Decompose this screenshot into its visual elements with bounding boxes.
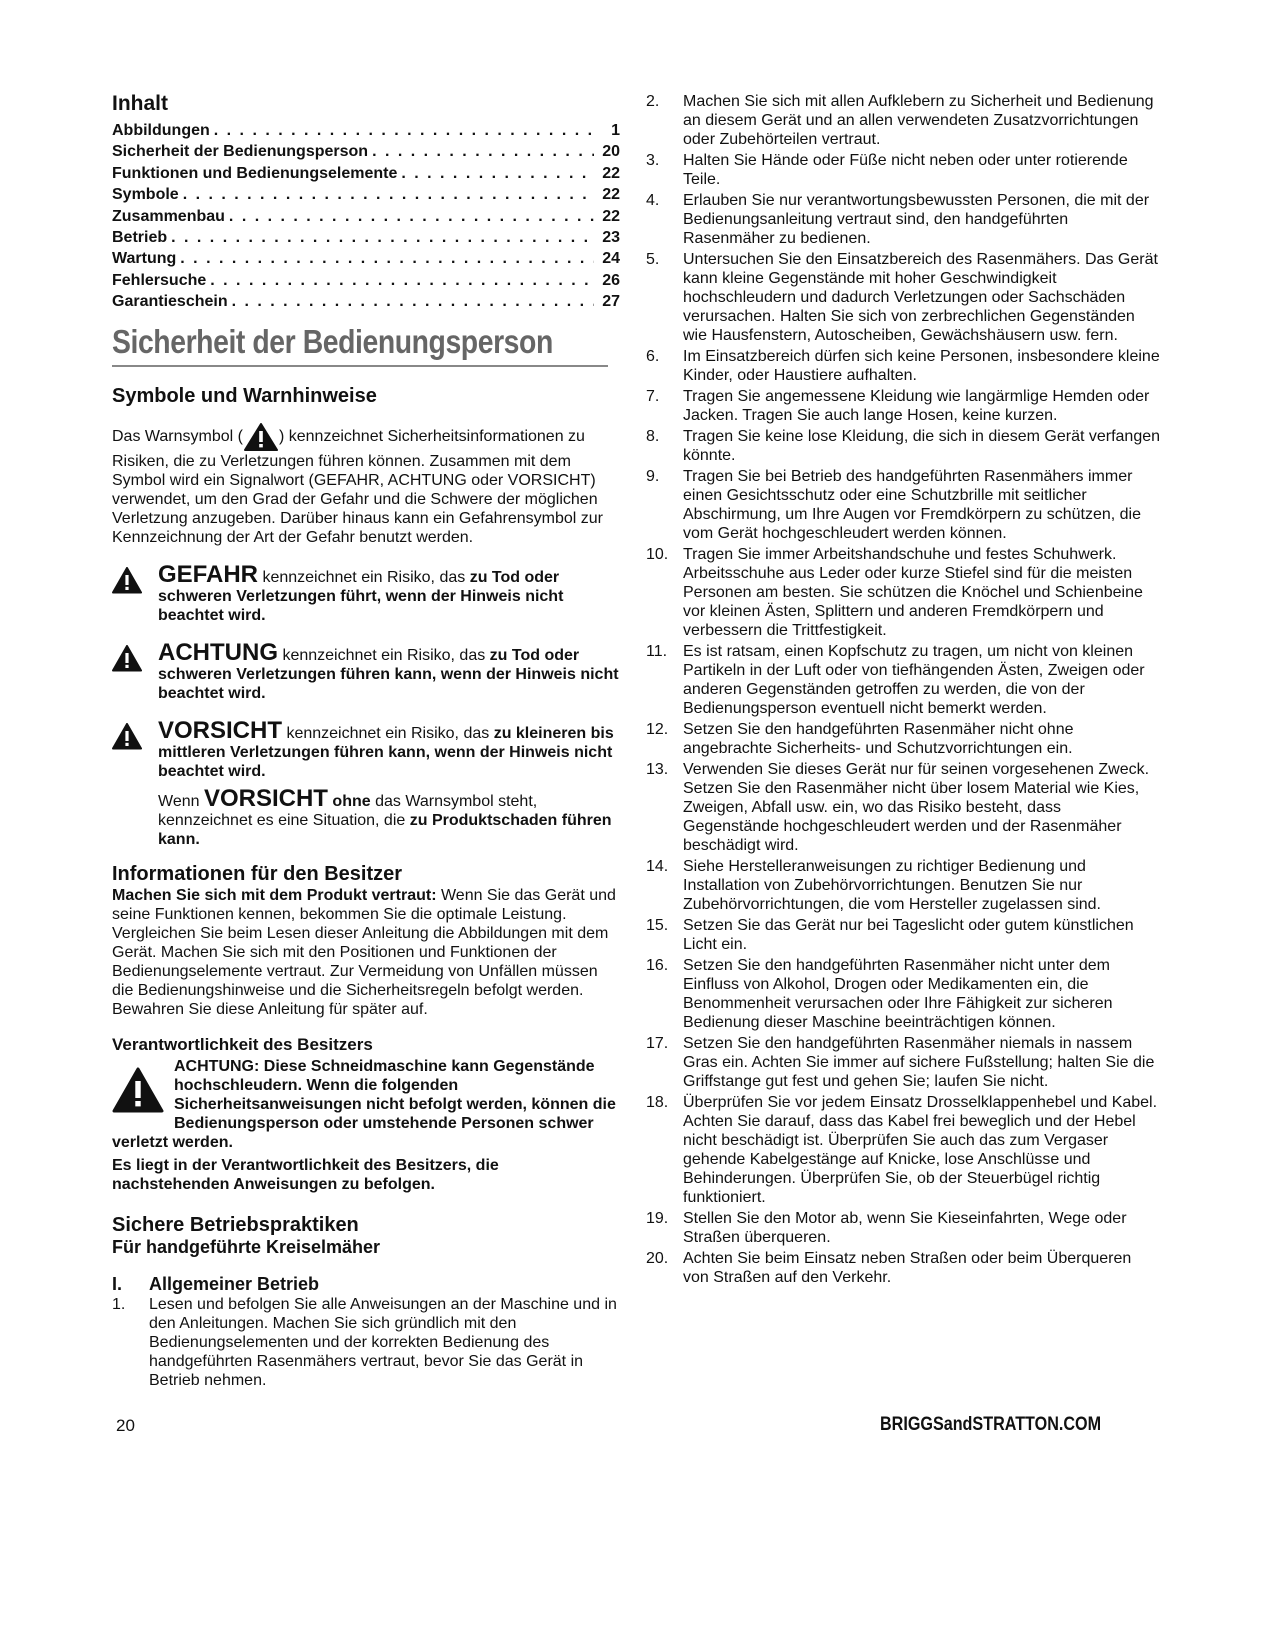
list-item-text: Tragen Sie angemessene Kleidung wie langärmlige Hemden oder Jacken. Tragen Sie auch lange Hosen, keine kurzen.: [683, 388, 1150, 424]
list-item: [646, 916, 1160, 954]
list-item-number: 4.: [646, 192, 660, 209]
list-item: [646, 347, 1160, 385]
list-item-text: Tragen Sie immer Arbeitshandschuhe und festes Schuhwerk. Arbeitsschuhe aus Leder oder kurze Stiefel sind für die meisten Personen am besten. Sie schützen die Knöchel und Schienbeine vor kleinen Ästen, Splittern und anderen Fremdkörpern und verbessern die Trittfestigkeit.: [683, 546, 1143, 639]
list-item-number: 7.: [646, 388, 660, 405]
list-item: [646, 1249, 1160, 1287]
section-divider: [112, 365, 608, 367]
list-item: [112, 1295, 620, 1390]
list-item-number: 18.: [646, 1094, 669, 1111]
list-item-text: Erlauben Sie nur verantwortungsbewussten Personen, die mit der Bedienungsanleitung vertraut sind, den handgeführten Rasenmäher zu bedienen.: [683, 192, 1150, 247]
owner-resp-heading: Verantwortlichkeit des Besitzers: [112, 1034, 373, 1054]
owner-resp-warning: ACHTUNG: Diese Schneidmaschine kann Gegenstände hochschleudern. Wenn die folgenden Sicherheitsanweisungen nicht befolgt werden, können die Bedienungsperson oder umstehende Personen schwer verletzt werden.: [112, 1057, 616, 1151]
list-item-text: Setzen Sie den handgeführten Rasenmäher nicht unter dem Einfluss von Alkohol, Drogen oder Medikamenten ein, die Benommenheit verursachen oder Ihre Fähigkeit zur sicheren Bedienung dieser Maschine beeinträchtigen können.: [683, 957, 1113, 1031]
list-item-text: Es ist ratsam, einen Kopfschutz zu tragen, um nicht von kleinen Partikeln in der Luft oder von tiefhängenden Ästen, Zweigen oder anderen Gegenständen getroffen zu werden, die von der Bedienungsperson eventuell nicht bemerkt werden.: [683, 643, 1145, 717]
signal-vorsicht: VORSICHT kennzeichnet ein Risiko, das zu kleineren bis mittleren Verletzungen führen kann, wenn der Hinweis nicht beachtet wird. Wenn VORSICHT ohne das Warnsymbol steht, kennzeichnet es eine Situation, die zu Produktschaden führen kann.: [112, 721, 620, 849]
warning-triangle-icon: [112, 645, 142, 672]
list-item-number: 2.: [646, 93, 660, 110]
left-column: [112, 92, 620, 1392]
list-item-text: Untersuchen Sie den Einsatzbereich des Rasenmähers. Das Gerät kann kleine Gegenstände mit hoher Geschwindigkeit hochschleudern und dadurch Verletzungen oder Sachschäden verursachen. Halten Sie sich von zerbrechlichen Gegenständen wie Hausfenstern, Autoscheiben, Gewächshäusern usw. fern.: [683, 251, 1158, 344]
list-item-number: 17.: [646, 1035, 669, 1052]
list-item-text: Siehe Herstelleranweisungen zu richtiger Bedienung und Installation von Zubehörvorrichtungen. Benutzen Sie nur Zubehörvorrichtungen, die vom Hersteller zugelassen sind.: [683, 858, 1101, 913]
list-item-number: 12.: [646, 721, 669, 738]
warning-triangle-icon: [112, 567, 142, 594]
toc-title: Inhalt: [112, 92, 168, 115]
symbols-heading: Symbole und Warnhinweise: [112, 384, 377, 407]
list-item-text: Machen Sie sich mit allen Aufklebern zu Sicherheit und Bedienung an diesem Gerät und an allen verwendeten Zusatzvorrichtungen oder Zubehörteilen vertraut.: [683, 93, 1154, 148]
list-item-number: 1.: [112, 1295, 126, 1313]
safety-list-right: [646, 92, 1160, 1287]
list-item-number: 3.: [646, 152, 660, 169]
list-item: [646, 92, 1160, 149]
toc-entry[interactable]: Symbole . . . 22: [112, 184, 620, 205]
table-of-contents: [112, 120, 620, 313]
page-number: 20: [116, 1416, 135, 1435]
safety-list-left: [112, 1295, 620, 1390]
list-item-text: Halten Sie Hände oder Füße nicht neben oder unter rotierende Teile.: [683, 152, 1128, 188]
list-item-text: Stellen Sie den Motor ab, wenn Sie Kieseinfahrten, Wege oder Straßen überqueren.: [683, 1210, 1127, 1246]
list-item: [646, 250, 1160, 345]
toc-entry[interactable]: Garantieschein . . . 27: [112, 291, 620, 312]
owner-info-text: Machen Sie sich mit dem Produkt vertraut: Wenn Sie das Gerät und seine Funktionen kennen, bekommen Sie die optimale Leistung. Vergleichen Sie beim Lesen dieser Anleitung die Abbildungen mit dem Gerät. Machen Sie sich mit den Positionen und Funktionen der Bedienungselemente vertraut. Zur Vermeidung von Unfällen müssen die Bedienungshinweise und die Sicherheitsregeln befolgt werden. Bewahren Sie diese Anleitung für später auf.: [112, 886, 616, 1018]
signal-gefahr: GEFAHR kennzeichnet ein Risiko, das zu Tod oder schweren Verletzungen führt, wenn der Hinweis nicht beachtet wird.: [112, 565, 620, 625]
list-item-number: 8.: [646, 428, 660, 445]
list-item: [646, 467, 1160, 543]
toc-entry[interactable]: Funktionen und Bedienungselemente . . . 22: [112, 163, 620, 184]
list-item-number: 10.: [646, 546, 669, 563]
list-item: [646, 1034, 1160, 1091]
list-item-number: 19.: [646, 1210, 669, 1227]
warning-triangle-icon: [112, 723, 142, 750]
list-item-number: 6.: [646, 348, 660, 365]
list-item: [646, 1209, 1160, 1247]
list-item-number: 9.: [646, 468, 660, 485]
list-item: [646, 720, 1160, 758]
list-item-text: Im Einsatzbereich dürfen sich keine Personen, insbesondere kleine Kinder, oder Haustiere aufhalten.: [683, 348, 1160, 384]
list-item: [646, 387, 1160, 425]
owner-resp-statement: Es liegt in der Verantwortlichkeit des Besitzers, die nachstehenden Anweisungen zu befolgen.: [112, 1156, 499, 1193]
list-item-text: Tragen Sie bei Betrieb des handgeführten Rasenmähers immer einen Gesichtsschutz oder eine Schutzbrille mit seitlicher Abschirmung, um Ihre Augen vor Fremdkörpern zu schützen, die vom Gerät hochgeschleudert werden können.: [683, 468, 1141, 542]
list-item-number: 11.: [646, 643, 668, 660]
list-item-text: Setzen Sie das Gerät nur bei Tageslicht oder gutem künstlichen Licht ein.: [683, 917, 1134, 953]
list-item-number: 5.: [646, 251, 660, 268]
toc-entry[interactable]: Zusammenbau . . . 22: [112, 206, 620, 227]
list-item-text: Verwenden Sie dieses Gerät nur für seinen vorgesehenen Zweck. Setzen Sie den Rasenmäher nicht über losem Material wie Kies, Zweigen, Abfall usw. ein, wo das Risiko besteht, dass Gegenstände hochgeschleudert werden und der Rasenmäher beschädigt wird.: [683, 761, 1150, 854]
list-item: [646, 760, 1160, 855]
list-item: [646, 427, 1160, 465]
signal-achtung: ACHTUNG kennzeichnet ein Risiko, das zu Tod oder schweren Verletzungen führen kann, wenn der Hinweis nicht beachtet wird.: [112, 643, 620, 703]
toc-entry[interactable]: Sicherheit der Bedienungsperson . . . 20: [112, 141, 620, 162]
list-item-text: Setzen Sie den handgeführten Rasenmäher niemals in nassem Gras ein. Achten Sie immer auf sichere Fußstellung; halten Sie die Griffstange gut fest und gehen Sie; laufen Sie nicht.: [683, 1035, 1155, 1090]
list-item: [646, 642, 1160, 718]
warning-triangle-icon: [243, 422, 279, 452]
list-item: [646, 1093, 1160, 1207]
toc-entry[interactable]: Abbildungen . . . 1: [112, 120, 620, 141]
section-title: Sicherheit der Bedienungsperson: [112, 322, 553, 360]
list-item: [646, 545, 1160, 640]
list-item-number: 20.: [646, 1250, 669, 1267]
toc-entry[interactable]: Fehlersuche . . . 26: [112, 270, 620, 291]
symbols-intro: Das Warnsymbol ( ) kennzeichnet Sicherheitsinformationen zu Risiken, die zu Verletzungen führen können. Zusammen mit dem Symbol wird ein Signalwort (GEFAHR, ACHTUNG oder VORSICHT) verwendet, um den Grad der Gefahr und die Schwere der möglichen Verletzung anzugeben. Darüber hinaus kann ein Gefahrensymbol zur Kennzeichnung der Art der Gefahr benutzt werden.: [112, 422, 620, 547]
list-item-number: 15.: [646, 917, 669, 934]
right-column: [646, 92, 1160, 1289]
list-item: [646, 191, 1160, 248]
list-item-text: Überprüfen Sie vor jedem Einsatz Drosselklappenhebel und Kabel. Achten Sie darauf, dass das Kabel frei beweglich und der Hebel nicht beschädigt ist. Überprüfen Sie auch das zum Vergaser gehende Kabelgestänge auf Knicke, lose Anschlüsse und Behinderungen. Überprüfen Sie, ob der Steuerbügel richtig funktioniert.: [683, 1094, 1158, 1206]
list-item: [646, 151, 1160, 189]
website-link[interactable]: BRIGGSandSTRATTON.COM: [879, 1414, 1101, 1435]
toc-entry[interactable]: Wartung . . . 24: [112, 248, 620, 269]
list-item-text: Lesen und befolgen Sie alle Anweisungen an der Maschine und in den Anleitungen. Machen Sie sich gründlich mit den Bedienungselementen und der korrekten Bedienung des handgeführten Rasenmähers vertraut, bevor Sie das Gerät in Betrieb nehmen.: [149, 1295, 617, 1389]
toc-entry[interactable]: Betrieb . . . 23: [112, 227, 620, 248]
list-item: [646, 956, 1160, 1032]
list-item: [646, 857, 1160, 914]
general-operation-heading: I. Allgemeiner Betrieb: [112, 1273, 320, 1294]
safe-ops-subheading: Für handgeführte Kreiselmäher: [112, 1236, 381, 1257]
list-item-text: Achten Sie beim Einsatz neben Straßen oder beim Überqueren von Straßen auf den Verkehr.: [683, 1250, 1132, 1286]
owner-info-heading: Informationen für den Besitzer: [112, 862, 403, 885]
warning-triangle-icon: [112, 1067, 164, 1113]
list-item-text: Tragen Sie keine lose Kleidung, die sich in diesem Gerät verfangen könnte.: [683, 428, 1161, 464]
list-item-number: 13.: [646, 761, 669, 778]
vorsicht-note: Wenn VORSICHT ohne das Warnsymbol steht, kennzeichnet es eine Situation, die zu Produktschaden führen kann.: [158, 784, 612, 848]
list-item-text: Setzen Sie den handgeführten Rasenmäher nicht ohne angebrachte Sicherheits- und Schutzvorrichtungen ein.: [683, 721, 1074, 757]
list-item-number: 14.: [646, 858, 669, 875]
safe-ops-heading: Sichere Betriebspraktiken: [112, 1213, 359, 1236]
list-item-number: 16.: [646, 957, 669, 974]
